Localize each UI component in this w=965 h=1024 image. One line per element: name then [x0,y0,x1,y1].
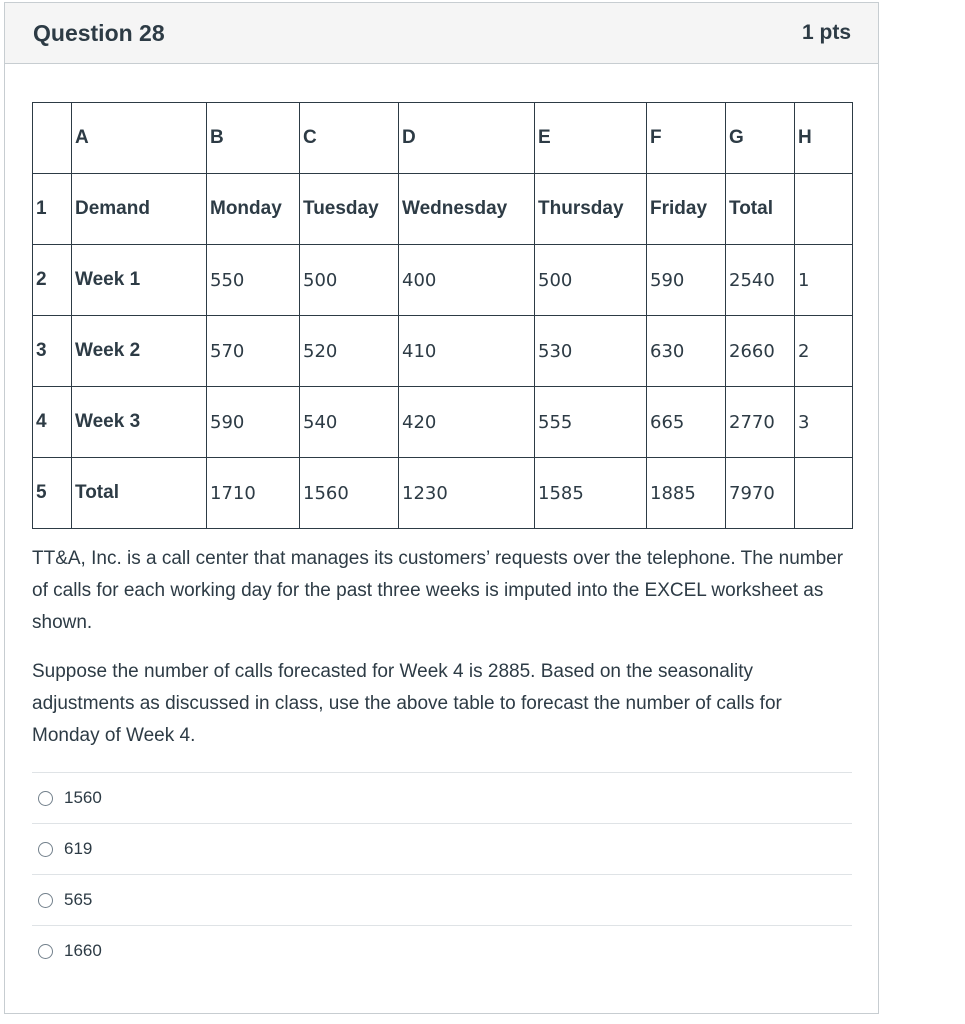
table-cell [795,458,853,529]
table-cell: 520 [300,316,399,387]
question-body [5,64,878,976]
table-cell: Total [72,458,207,529]
question-header [5,3,878,64]
answer-option[interactable] [32,824,852,875]
table-cell: Week 1 [72,245,207,316]
table-cell: 2540 [726,245,795,316]
table-cell: B [207,103,300,174]
table-cell: 550 [207,245,300,316]
table-row [33,387,853,458]
table-cell: 400 [399,245,535,316]
worksheet-table [32,102,853,529]
answer-label: 565 [64,890,93,909]
table-cell: 2 [795,316,853,387]
table-cell: 630 [647,316,726,387]
table-cell: C [300,103,399,174]
table-cell: E [535,103,647,174]
table-cell: 410 [399,316,535,387]
table-cell: Thursday [535,174,647,245]
radio-button[interactable] [38,791,53,806]
table-cell: 1 [33,174,72,245]
table-cell: Week 3 [72,387,207,458]
table-row [33,316,853,387]
table-cell: 1560 [300,458,399,529]
table-cell: 1585 [535,458,647,529]
table-cell: Week 2 [72,316,207,387]
table-cell: D [399,103,535,174]
table-cell: 540 [300,387,399,458]
table-cell: A [72,103,207,174]
radio-button[interactable] [38,842,53,857]
table-cell: F [647,103,726,174]
radio-button[interactable] [38,893,53,908]
table-row [33,458,853,529]
table-cell: 590 [647,245,726,316]
answer-label: 1660 [64,941,102,960]
question-paragraph-1: TT&A, Inc. is a call center that manages its customers’ requests over the telephone. The number of calls for each working day for the past three weeks is imputed into the EXCEL worksheet as shown. [32,548,844,633]
answer-option[interactable] [32,875,852,926]
table-cell: 590 [207,387,300,458]
table-cell: 2 [33,245,72,316]
table-cell [795,174,853,245]
question-points: 1 pts [801,21,851,44]
table-cell: 4 [33,387,72,458]
table-cell: Wednesday [399,174,535,245]
table-cell: 570 [207,316,300,387]
question-title: Question 28 [33,19,165,46]
table-row [33,174,853,245]
answer-option[interactable] [32,773,852,824]
table-cell: 2770 [726,387,795,458]
table-cell [33,103,72,174]
table-cell: 1710 [207,458,300,529]
radio-button[interactable] [38,944,53,959]
table-cell: G [726,103,795,174]
question-text [32,543,852,752]
table-cell: 5 [33,458,72,529]
table-cell: Tuesday [300,174,399,245]
table-cell: 555 [535,387,647,458]
table-cell: Total [726,174,795,245]
table-cell: H [795,103,853,174]
table-cell: 420 [399,387,535,458]
table-cell: 665 [647,387,726,458]
table-cell: Friday [647,174,726,245]
table-cell: 7970 [726,458,795,529]
table-row [33,245,853,316]
table-cell: 3 [33,316,72,387]
question-card [4,2,879,1014]
table-header-row [33,103,853,174]
table-cell: 1 [795,245,853,316]
table-cell: 530 [535,316,647,387]
table-cell: 1230 [399,458,535,529]
answer-label: 1560 [64,788,102,807]
table-cell: Demand [72,174,207,245]
answer-label: 619 [64,839,93,858]
table-cell: 1885 [647,458,726,529]
table-cell: Monday [207,174,300,245]
answer-option[interactable] [32,926,852,976]
answer-list [32,772,852,976]
question-paragraph-2: Suppose the number of calls forecasted for Week 4 is 2885. Based on the seasonality adjustments as discussed in class, use the above table to forecast the number of calls for Monday of Week 4. [32,661,782,746]
table-cell: 500 [300,245,399,316]
table-cell: 500 [535,245,647,316]
table-cell: 3 [795,387,853,458]
table-cell: 2660 [726,316,795,387]
